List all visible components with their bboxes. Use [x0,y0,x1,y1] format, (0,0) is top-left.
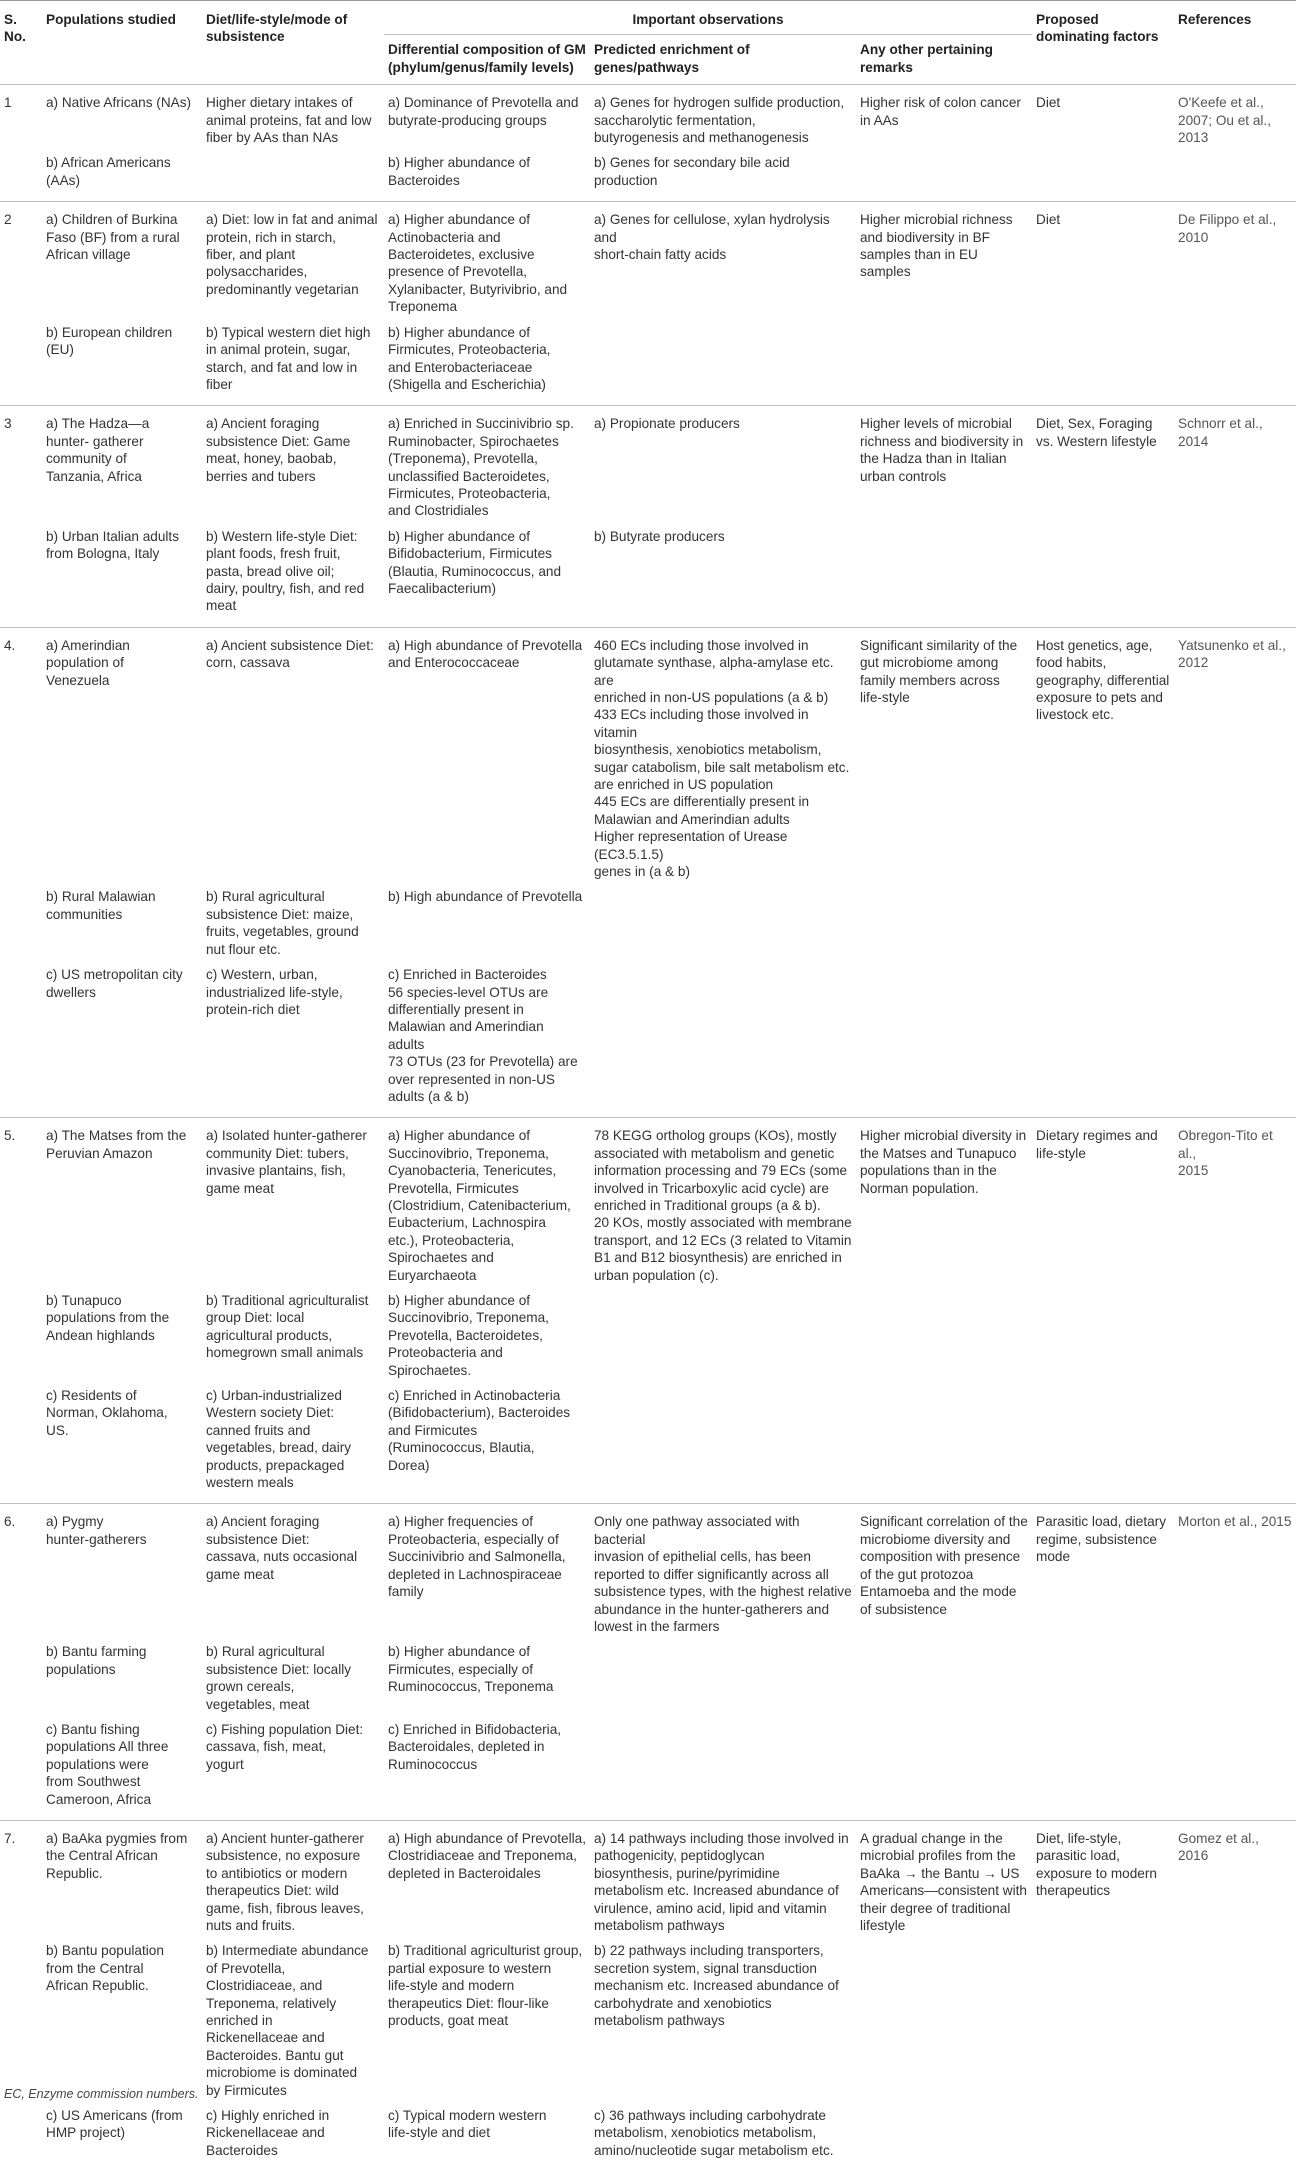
header-important-observations: Important observations [384,1,1032,35]
other-remarks-cell [856,1284,1032,1379]
diet-cell: a) Ancient hunter-gatherer subsistence, no exposure to antibiotics or modern therapeutics Diet: wild game, fish, fibrous leaves, nuts and fruits. [202,1820,384,1934]
serial-number-cell: 3 [0,406,42,627]
population-cell: b) Bantu farming populations [46,1644,147,1677]
other-remarks-cell [856,958,1032,1118]
diet-cell: a) Diet: low in fat and animal protein, rich in starch, fiber, and plant polysaccharides, predominantly vegetarian [202,202,384,316]
serial-number-cell: 5. [0,1118,42,1504]
population-cell: a) Children of Burkina Faso (BF) from a rural African village [42,202,202,316]
footnote: EC, Enzyme commission numbers. [4,2087,199,2101]
population-cell: c) Bantu fishing populations All three populations were from Southwest Cameroon, Africa [46,1721,169,1807]
table-row [0,1820,1296,1934]
header-diet: Diet/life-style/mode of subsistence [202,1,384,85]
diet-cell: b) Rural agricultural subsistence Diet: locally grown cereals, vegetables, meat [206,1644,352,1712]
predicted-enrichment-cell: 460 ECs including those involved in glutamate synthase, alpha-amylase etc. are enriched in non-US populations (a & b) 433 ECs including those involved in vitamin biosynthesis, xenobiotics metabolism, sugar catabolism, bile salt metabolism etc. are enriched in US population 445 ECs are differentially present in Malawian and Amerindian adults Higher representation of Urease (EC3.5.1.5) genes in (a & b) [590,627,856,880]
differential-composition-cell: b) High abundance of Prevotella [388,889,583,905]
diet-cell: a) Ancient foraging subsistence Diet: Game meat, honey, baobab, berries and tubers [202,406,384,520]
predicted-enrichment-cell: Only one pathway associated with bacterial invasion of epithelial cells, has been reported to differ significantly across all subsistence types, with the highest relative abundance in the hunter-gatherers and lowest in the farmers [590,1504,856,1635]
table-row [0,406,1296,520]
diet-cell: c) Highly enriched in Rickenellaceae and Bacteroides [206,2108,330,2158]
references-cell: Obregon-Tito et al., 2015 [1174,1118,1296,1504]
serial-number-cell: 6. [0,1504,42,1821]
header-factors: Proposed dominating factors [1032,1,1174,85]
header-references: References [1174,1,1296,85]
population-cell: b) African Americans (AAs) [46,155,171,188]
table-row [0,627,1296,880]
diet-cell: a) Isolated hunter-gatherer community Diet: tubers, invasive plantains, fish, game meat [202,1118,384,1284]
table-row [0,1504,1296,1635]
differential-composition-cell: a) Higher frequencies of Proteobacteria, especially of Succinivibrio and Salmonella, depleted in Lachnospiraceae family [384,1504,590,1635]
predicted-enrichment-cell [590,1379,856,1504]
population-cell: c) US Americans (from HMP project) [46,2108,183,2141]
differential-composition-cell: b) Higher abundance of Firmicutes, especially of Ruminococcus, Treponema [388,1644,554,1695]
population-cell: c) Residents of Norman, Oklahoma, US. [46,1388,168,1438]
differential-composition-cell: a) Higher abundance of Actinobacteria and Bacteroidetes, exclusive presence of Prevotella, Xylanibacter, Butyrivibrio, and Treponema [384,202,590,316]
population-cell: b) Urban Italian adults from Bologna, Italy [46,528,179,562]
references-cell: De Filippo et al., 2010 [1174,202,1296,406]
other-remarks-cell: Higher microbial richness and biodiversity in BF samples than in EU samples [856,202,1032,316]
predicted-enrichment-cell [590,1713,856,1821]
differential-composition-cell: c) Enriched in Bacteroides 56 species-level OTUs are differentially present in Malawian and Amerindian adults 73 OTUs (23 for Prevotella) are over represented in non-US adults (a & b) [388,967,578,1104]
header-sno: S. No. [0,1,42,85]
dominating-factors-cell: Diet, life-style, parasitic load, exposure to modern therapeutics [1032,1820,1174,2171]
other-remarks-cell: Higher risk of colon cancer in AAs [856,85,1032,147]
differential-composition-cell: b) Higher abundance of Bacteroides [388,155,531,188]
dominating-factors-cell: Dietary regimes and life-style [1032,1118,1174,1504]
other-remarks-cell: A gradual change in the microbial profiles from the BaAka → the Bantu → US Americans—consistent with their degree of traditional lifestyle [856,1820,1032,1934]
header-predicted: Predicted enrichment of genes/pathways [594,42,750,75]
dominating-factors-cell: Host genetics, age, food habits, geography, differential exposure to pets and livestock etc. [1032,627,1174,1118]
serial-number-cell: 7. [0,1820,42,2171]
differential-composition-cell: b) Higher abundance of Bifidobacterium, Firmicutes (Blautia, Ruminococcus, and Faecalibacterium) [388,528,562,596]
population-cell: a) The Matses from the Peruvian Amazon [42,1118,202,1284]
population-cell: a) BaAka pygmies from the Central African Republic. [42,1820,202,1934]
predicted-enrichment-cell: b) 22 pathways including transporters, secretion system, signal transduction mechanism etc. Increased abundance of carbohydrate and xenobiotics metabolism pathways [594,1943,839,2029]
differential-composition-cell: c) Typical modern western life-style and diet [388,2108,547,2141]
predicted-enrichment-cell [590,958,856,1118]
differential-composition-cell: c) Enriched in Bifidobacteria, Bacteroidales, depleted in Ruminococcus [388,1721,562,1772]
differential-composition-cell: b) Traditional agriculturist group, partial exposure to western life-style and modern therapeutics Diet: flour-like products, goat meat [388,1943,583,2029]
other-remarks-cell: Higher levels of microbial richness and biodiversity in the Hadza than in Italian urban controls [856,406,1032,520]
references-cell: Morton et al., 2015 [1174,1504,1296,1821]
diet-cell: b) Typical western diet high in animal protein, sugar, starch, and fat and low in fiber [206,324,371,392]
other-remarks-cell [856,1635,1032,1713]
population-cell: b) European children (EU) [46,324,173,358]
dominating-factors-cell: Diet [1032,85,1174,202]
population-cell: b) Bantu population from the Central African Republic. [46,1943,164,1994]
differential-composition-cell: b) Higher abundance of Firmicutes, Proteobacteria, and Enterobacteriaceae (Shigella and Escherichia) [388,324,551,392]
differential-composition-cell: b) Higher abundance of Succinovibrio, Treponema, Prevotella, Bacteroidetes, Proteobacteria and Spirochaetes. [388,1293,549,1378]
population-cell: b) Tunapuco populations from the Andean highlands [46,1293,170,1343]
other-remarks-cell [856,146,1032,201]
table-row [0,1118,1296,1284]
diet-cell: a) Ancient foraging subsistence Diet: cassava, nuts occasional game meat [202,1504,384,1635]
predicted-enrichment-cell: a) 14 pathways including those involved in pathogenicity, peptidoglycan biosynthesis, purine/pyrimidine metabolism etc. Increased abundance of virulence, amino acid, lipid and vitamin metabolism pathways [590,1820,856,1934]
references-cell: O'Keefe et al., 2007; Ou et al., 2013 [1174,85,1296,202]
other-remarks-cell [856,316,1032,406]
differential-composition-cell: a) High abundance of Prevotella, Clostridiaceae and Treponema, depleted in Bacteroidales [384,1820,590,1934]
diet-cell: b) Intermediate abundance of Prevotella, Clostridiaceae, and Treponema, relatively enriched in Rickenellaceae and Bacteroides. Bantu gut microbiome is dominated by Firmicutes [206,1943,369,2098]
other-remarks-cell [856,1379,1032,1504]
diet-cell: a) Ancient subsistence Diet: corn, cassava [202,627,384,880]
other-remarks-cell: Significant correlation of the microbiome diversity and composition with presence of the gut protozoa Entamoeba and the mode of subsistence [856,1504,1032,1635]
diet-cell: b) Rural agricultural subsistence Diet: maize, fruits, vegetables, ground nut flour etc. [206,889,359,957]
table-row [0,202,1296,316]
other-remarks-cell [856,880,1032,958]
differential-composition-cell: a) Enriched in Succinivibrio sp. Ruminobacter, Spirochaetes (Treponema), Prevotella, unclassified Bacteroidetes, Firmicutes, Proteobacteria, and Clostridiales [384,406,590,520]
predicted-enrichment-cell: b) Butyrate producers [594,528,725,544]
diet-cell [202,146,384,201]
diet-cell: c) Urban-industrialized Western society Diet: canned fruits and vegetables, bread, dairy products, prepackaged western meals [206,1388,352,1491]
population-cell: c) US metropolitan city dwellers [46,967,183,1000]
population-cell: b) Rural Malawian communities [46,889,156,922]
predicted-enrichment-cell [590,316,856,406]
serial-number-cell: 4. [0,627,42,1118]
diet-cell: c) Western, urban, industrialized life-style, protein-rich diet [206,967,343,1017]
differential-composition-cell: c) Enriched in Actinobacteria (Bifidobacterium), Bacteroides and Firmicutes (Ruminococcus, Blautia, Dorea) [388,1388,571,1473]
predicted-enrichment-cell: 78 KEGG ortholog groups (KOs), mostly associated with metabolism and genetic information processing and 79 ECs (some involved in Tricarboxylic acid cycle) are enriched in Traditional groups (a & b). 20 KOs, mostly associated with membrane transport, and 12 ECs (3 related to Vitamin B1 and B12 biosynthesis) are enriched in urban population (c). [590,1118,856,1284]
diet-cell: b) Western life-style Diet: plant foods, fresh fruit, pasta, bread olive oil; dairy, poultry, fish, and red meat [206,528,365,614]
other-remarks-cell [856,1934,1032,2099]
predicted-enrichment-cell [590,880,856,958]
other-remarks-cell [856,2099,1032,2171]
predicted-enrichment-cell [590,1284,856,1379]
other-remarks-cell: Higher microbial diversity in the Matses and Tunapuco populations than in the Norman population. [856,1118,1032,1284]
population-cell: a) Pygmy hunter-gatherers [42,1504,202,1635]
other-remarks-cell [856,520,1032,628]
serial-number-cell: 2 [0,202,42,406]
predicted-enrichment-cell: b) Genes for secondary bile acid production [594,155,790,188]
predicted-enrichment-cell: a) Genes for hydrogen sulfide production, saccharolytic fermentation, butyrogenesis and methanogenesis [590,85,856,147]
dominating-factors-cell: Diet [1032,202,1174,406]
predicted-enrichment-cell: a) Genes for cellulose, xylan hydrolysis and short-chain fatty acids [590,202,856,316]
other-remarks-cell: Significant similarity of the gut microbiome among family members across life-style [856,627,1032,880]
predicted-enrichment-cell: c) 36 pathways including carbohydrate metabolism, xenobiotics metabolism, amino/nucleotide sugar metabolism etc. [594,2108,834,2158]
differential-composition-cell: a) Dominance of Prevotella and butyrate-producing groups [384,85,590,147]
population-cell: a) The Hadza—a hunter- gatherer community of Tanzania, Africa [42,406,202,520]
diet-cell: Higher dietary intakes of animal proteins, fat and low fiber by AAs than NAs [202,85,384,147]
differential-composition-cell: a) Higher abundance of Succinovibrio, Treponema, Cyanobacteria, Tenericutes, Prevotella, Firmicutes (Clostridium, Catenibacterium, Eubacterium, Lachnospira etc.), Proteobacteria, Spirochaetes and Euryarchaeota [384,1118,590,1284]
diet-cell: c) Fishing population Diet: cassava, fish, meat, yogurt [206,1721,364,1772]
population-cell: a) Native Africans (NAs) [42,85,202,147]
predicted-enrichment-cell: a) Propionate producers [590,406,856,520]
dominating-factors-cell: Parasitic load, dietary regime, subsistence mode [1032,1504,1174,1821]
table-body [0,85,1296,2171]
header-other: Any other pertaining remarks [860,42,993,75]
references-cell: Gomez et al., 2016 [1174,1820,1296,2171]
population-cell: a) Amerindian population of Venezuela [42,627,202,880]
references-cell: Schnorr et al., 2014 [1174,406,1296,627]
serial-number-cell: 1 [0,85,42,202]
diet-cell: b) Traditional agriculturalist group Diet: local agricultural products, homegrown small animals [206,1293,369,1361]
other-remarks-cell [856,1713,1032,1821]
predicted-enrichment-cell [590,1635,856,1713]
table-row [0,85,1296,147]
dominating-factors-cell: Diet, Sex, Foraging vs. Western lifestyle [1032,406,1174,627]
differential-composition-cell: a) High abundance of Prevotella and Enterococcaceae [384,627,590,880]
header-populations: Populations studied [42,1,202,85]
references-cell: Yatsunenko et al., 2012 [1174,627,1296,1118]
header-differential: Differential composition of GM (phylum/genus/family levels) [388,42,586,75]
